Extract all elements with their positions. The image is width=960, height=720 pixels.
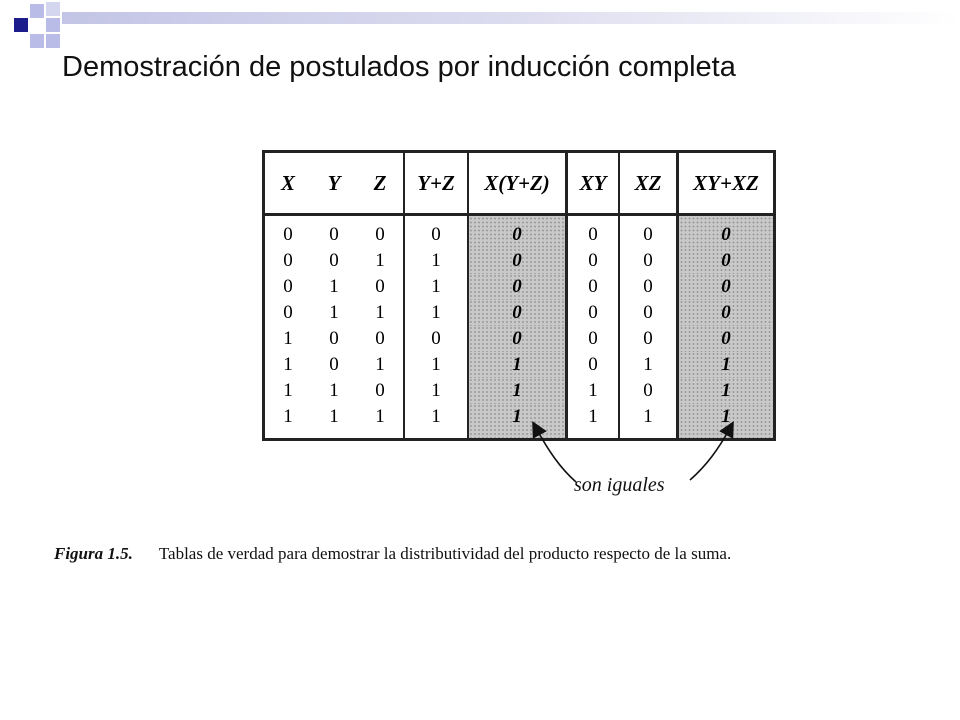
- cell-xy: 0: [567, 248, 620, 274]
- cell-xz: 1: [619, 352, 678, 378]
- annotation-label: son iguales: [574, 474, 665, 496]
- cell-xy: 0: [567, 274, 620, 300]
- cell-x: 0: [283, 302, 293, 323]
- cell-x-times-y-plus-z: 0: [468, 248, 567, 274]
- cell-y-plus-z: 1: [404, 378, 468, 404]
- cell-xz: 0: [619, 326, 678, 352]
- cell-y-plus-z: 1: [404, 404, 468, 438]
- cell-y-plus-z: 0: [404, 215, 468, 249]
- cell-xz: 1: [619, 404, 678, 438]
- arrow-right: [690, 428, 730, 480]
- cell-xy-plus-xz: 0: [678, 248, 774, 274]
- cell-xz: 0: [619, 300, 678, 326]
- cell-x: 0: [283, 276, 293, 297]
- cell-xz: 0: [619, 274, 678, 300]
- header-y-plus-z: Y+Z: [404, 153, 468, 215]
- cell-z: 1: [357, 352, 404, 378]
- cell-y-plus-z: 1: [404, 300, 468, 326]
- cell-x: 1: [283, 406, 293, 427]
- cell-y: 1: [329, 276, 339, 297]
- cell-z: 1: [357, 404, 404, 438]
- cell-x: 0: [283, 250, 293, 271]
- cell-xz: 0: [619, 378, 678, 404]
- arrow-left: [536, 428, 576, 482]
- cell-xy: 0: [567, 352, 620, 378]
- cell-x-times-y-plus-z: 0: [468, 274, 567, 300]
- cell-x: 1: [283, 328, 293, 349]
- cell-xy: 1: [567, 378, 620, 404]
- cell-y: 1: [329, 380, 339, 401]
- caption-text: Tablas de verdad para demostrar la distributividad del producto respecto de la suma.: [158, 544, 732, 563]
- header-x: X: [265, 153, 311, 215]
- cell-z: 1: [357, 248, 404, 274]
- cell-x-times-y-plus-z: 0: [468, 326, 567, 352]
- cell-xy-plus-xz: 0: [678, 215, 774, 249]
- header-xy-plus-xz: XY+XZ: [678, 153, 774, 215]
- cell-xy-plus-xz: 1: [678, 378, 774, 404]
- cell-xy-plus-xz: 1: [678, 404, 774, 438]
- cell-x-times-y-plus-z: 1: [468, 378, 567, 404]
- figure-caption: [54, 544, 914, 564]
- cell-y: 1: [329, 302, 339, 323]
- cell-z: 1: [357, 300, 404, 326]
- cell-y: 0: [329, 354, 339, 375]
- cell-x-times-y-plus-z: 0: [468, 300, 567, 326]
- cell-y-plus-z: 1: [404, 248, 468, 274]
- cell-y: 1: [329, 406, 339, 427]
- cell-xy: 0: [567, 326, 620, 352]
- cell-xy: 0: [567, 215, 620, 249]
- cell-y-plus-z: 0: [404, 326, 468, 352]
- cell-y: 0: [329, 224, 339, 245]
- cell-xy-plus-xz: 0: [678, 300, 774, 326]
- cell-z: 0: [357, 215, 404, 249]
- header-xy: XY: [567, 153, 620, 215]
- cell-x-times-y-plus-z: 1: [468, 404, 567, 438]
- cell-z: 0: [357, 274, 404, 300]
- cell-x: 1: [283, 354, 293, 375]
- cell-xy: 0: [567, 300, 620, 326]
- header-y: Y: [311, 153, 357, 215]
- cell-xy-plus-xz: 1: [678, 352, 774, 378]
- cell-xz: 0: [619, 215, 678, 249]
- cell-y: 0: [329, 250, 339, 271]
- header-z: Z: [357, 153, 404, 215]
- cell-xy: 1: [567, 404, 620, 438]
- cell-x: 0: [283, 224, 293, 245]
- header-xz: XZ: [619, 153, 678, 215]
- cell-y-plus-z: 1: [404, 352, 468, 378]
- cell-z: 0: [357, 378, 404, 404]
- cell-xy-plus-xz: 0: [678, 274, 774, 300]
- cell-y: 0: [329, 328, 339, 349]
- cell-z: 0: [357, 326, 404, 352]
- cell-x-times-y-plus-z: 1: [468, 352, 567, 378]
- header-x-times-y-plus-z: X(Y+Z): [468, 153, 567, 215]
- cell-x-times-y-plus-z: 0: [468, 215, 567, 249]
- cell-xz: 0: [619, 248, 678, 274]
- cell-xy-plus-xz: 0: [678, 326, 774, 352]
- slide-title: Demostración de postulados por inducción completa: [62, 51, 736, 83]
- cell-y-plus-z: 1: [404, 274, 468, 300]
- figure-number: Figura 1.5.: [54, 544, 133, 563]
- cell-x: 1: [283, 380, 293, 401]
